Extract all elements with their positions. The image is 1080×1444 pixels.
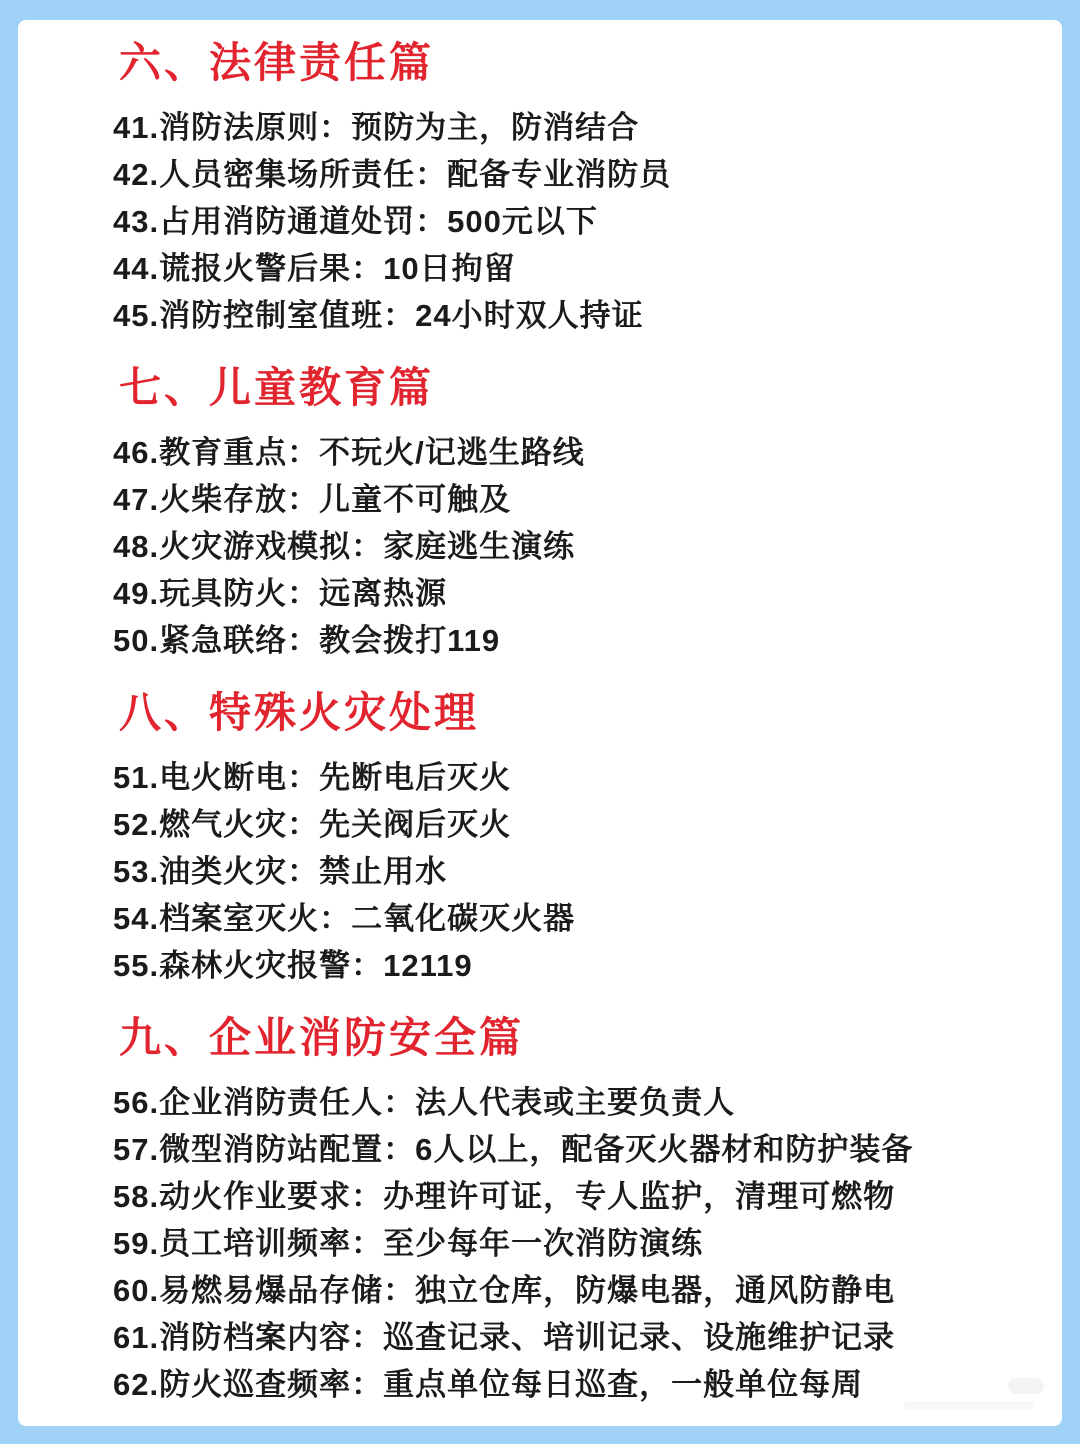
list-item: 59.员工培训频率：至少每年一次消防演练: [113, 1226, 704, 1261]
list-item: 50.紧急联络：教会拨打119: [113, 623, 501, 658]
list-item: 41.消防法原则：预防为主，防消结合: [113, 110, 640, 145]
list-item: 54.档案室灭火：二氧化碳灭火器: [113, 901, 576, 936]
list-item: 46.教育重点：不玩火/记逃生路线: [113, 435, 585, 470]
list-item: 60.易燃易爆品存储：独立仓库，防爆电器，通风防静电: [113, 1273, 896, 1308]
section-title: 七、儿童教育篇: [119, 364, 435, 411]
section-title: 八、特殊火灾处理: [119, 689, 480, 736]
item-list: [113, 104, 1042, 339]
list-item: 62.防火巡查频率：重点单位每日巡查，一般单位每周: [113, 1367, 864, 1402]
watermark-text: [904, 1401, 1034, 1410]
list-item: 58.动火作业要求：办理许可证，专人监护，清理可燃物: [113, 1179, 896, 1214]
list-item: 45.消防控制室值班：24小时双人持证: [113, 298, 644, 333]
section: [113, 365, 1042, 664]
list-item: 47.火柴存放：儿童不可触及: [113, 482, 512, 517]
item-list: [113, 429, 1042, 664]
list-item: 55.森林火灾报警：12119: [113, 948, 473, 983]
item-list: [113, 1079, 1042, 1408]
list-item: 48.火灾游戏模拟：家庭逃生演练: [113, 529, 576, 564]
list-item: 42.人员密集场所责任：配备专业消防员: [113, 157, 672, 192]
section: [113, 40, 1042, 339]
sections-container: [113, 40, 1042, 1408]
list-item: 52.燃气火灾：先关阀后灭火: [113, 807, 512, 842]
list-item: 51.电火断电：先断电后灭火: [113, 760, 512, 795]
watermark-badge: [1008, 1378, 1044, 1394]
content-panel: [18, 20, 1062, 1426]
list-item: 43.占用消防通道处罚：500元以下: [113, 204, 598, 239]
section-title: 九、企业消防安全篇: [119, 1014, 525, 1061]
section: [113, 690, 1042, 989]
list-item: 57.微型消防站配置：6人以上，配备灭火器材和防护装备: [113, 1132, 914, 1167]
section: [113, 1015, 1042, 1408]
list-item: 61.消防档案内容：巡查记录、培训记录、设施维护记录: [113, 1320, 896, 1355]
section-title: 六、法律责任篇: [119, 39, 435, 86]
list-item: 49.玩具防火：远离热源: [113, 576, 448, 611]
list-item: 53.油类火灾：禁止用水: [113, 854, 448, 889]
item-list: [113, 754, 1042, 989]
list-item: 56.企业消防责任人：法人代表或主要负责人: [113, 1085, 736, 1120]
list-item: 44.谎报火警后果：10日拘留: [113, 251, 516, 286]
